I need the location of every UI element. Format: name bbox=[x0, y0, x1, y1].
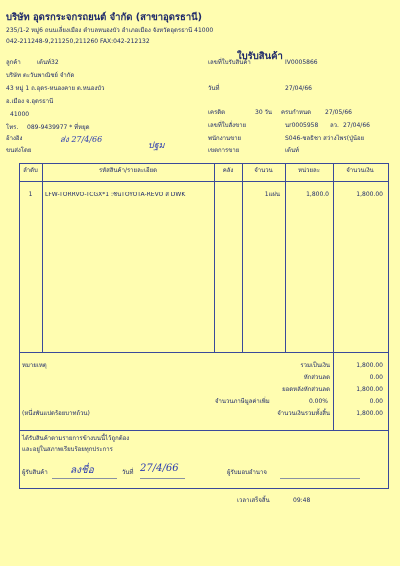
doc-no-label: เลขที่ใบรับสินค้า bbox=[208, 59, 251, 66]
due-value: 27/05/66 bbox=[325, 109, 352, 116]
handwritten-ref-mark: ปฐม bbox=[148, 141, 165, 151]
grand-total-label: จำนวนเงินรวมทั้งสิ้น bbox=[277, 410, 330, 417]
amount-in-words: (หนึ่งพันแปดร้อยบาทถ้วน) bbox=[22, 410, 90, 417]
credit-label: เครดิต bbox=[208, 109, 226, 116]
sales-label: พนักงานขาย bbox=[208, 135, 242, 142]
time-label: เวลาเสร็จสิ้น bbox=[237, 497, 270, 504]
customer-ship-label: ขนส่งโดย bbox=[6, 147, 32, 154]
col-divider-2 bbox=[214, 163, 215, 352]
vat-label: จำนวนภาษีมูลค่าเพิ่ม bbox=[215, 398, 270, 405]
doc-no: IV0005866 bbox=[285, 59, 318, 66]
credit-value: 30 วัน bbox=[255, 109, 273, 116]
receiver-signature: ลงชื่อ bbox=[70, 465, 94, 476]
discount-value: 0.00 bbox=[369, 374, 383, 381]
doc-title: ใบรับสินค้า bbox=[237, 51, 283, 62]
doc-date-label: วันที่ bbox=[208, 85, 220, 92]
company-phones: 042-211248-9,211250,211260 FAX:042-212132 bbox=[6, 38, 150, 45]
sum-label: รวมเป็นเงิน bbox=[300, 362, 330, 369]
row-1-qty: 1แผ่น bbox=[264, 191, 280, 198]
time-value: 09:48 bbox=[293, 497, 311, 504]
row-1-amount: 1,800.00 bbox=[356, 191, 383, 198]
items-end-divider bbox=[19, 352, 388, 353]
receive-date-line bbox=[140, 478, 185, 479]
route-value: เต้นท์ bbox=[285, 147, 300, 154]
po-label: เลขที่ใบสั่งขาย bbox=[208, 122, 247, 129]
po-date-label: ลว. bbox=[330, 122, 339, 129]
col-header-desc: รหัสสินค้า/รายละเอียด bbox=[98, 167, 158, 174]
po-date: 27/04/66 bbox=[343, 122, 370, 129]
customer-phone: 089-9439977 * ที่หยุด bbox=[27, 124, 90, 131]
authorized-label: ผู้รับมอบอำนาจ bbox=[227, 469, 267, 476]
doc-date: 27/04/66 bbox=[285, 85, 312, 92]
col-header-amount: จำนวนเงิน bbox=[346, 167, 374, 174]
after-discount-value: 1,800.00 bbox=[356, 386, 383, 393]
authorized-line bbox=[280, 478, 360, 479]
due-label: ครบกำหนด bbox=[281, 109, 311, 116]
receive-date-handwritten: 27/4/66 bbox=[140, 463, 179, 474]
customer-name: บริษัท ตะวันพาณิชย์ จำกัด bbox=[6, 72, 75, 79]
remark-label: หมายเหตุ bbox=[22, 362, 47, 369]
vat-rate: 0.00% bbox=[308, 398, 328, 405]
po-value: นr0005958 bbox=[285, 122, 319, 129]
receiver-line bbox=[52, 478, 117, 479]
receipt-note-2: และอยู่ในสภาพเรียบร้อยทุกประการ bbox=[22, 446, 113, 453]
route-label: เขตการขาย bbox=[208, 147, 240, 154]
col-header-warehouse: คลัง bbox=[222, 167, 234, 174]
row-1-desc: LFW-TORRVO-TCGX*1 :ชิ้นTOYOTA-REVO สี DWK bbox=[45, 192, 186, 198]
col-header-price: หน่วยละ bbox=[298, 167, 320, 174]
col-header-qty: จำนวน bbox=[254, 167, 273, 174]
after-discount-label: ยอดหลังหักส่วนลด bbox=[282, 386, 330, 393]
receipt-note-1: ได้รับสินค้าตามรายการข้างบนนี้ไว้ถูกต้อง bbox=[22, 435, 130, 442]
sum-value: 1,800.00 bbox=[356, 362, 383, 369]
company-address: 235/1-2 หมู่6 ถนนเลี่ยงเมือง ตำบลหนองบัว อำเภอเมือง จังหวัดอุดรธานี 41000 bbox=[6, 27, 214, 34]
customer-ref-label: อ้างอิง bbox=[6, 135, 23, 142]
customer-code-label: ลูกค้า bbox=[6, 59, 21, 66]
sales-value: S046-ชลธิชา สว่างไพร(ปู่น้อย bbox=[285, 135, 365, 142]
discount-label: หักส่วนลด bbox=[303, 374, 330, 381]
handwritten-ref: ส่ง 27/4/66 bbox=[60, 135, 103, 144]
customer-address-2: อ.เมือง จ.อุดรธานี bbox=[6, 98, 54, 105]
customer-zip: 41000 bbox=[10, 111, 30, 118]
totals-end-divider bbox=[19, 430, 388, 431]
col-header-no: ลำดับ bbox=[23, 167, 38, 174]
row-1-no: 1 bbox=[28, 191, 33, 198]
receiver-label: ผู้รับสินค้า bbox=[22, 469, 48, 476]
company-name: บริษัท อุดรกระจกรถยนต์ จำกัด (สาขาอุดรธานี) bbox=[6, 12, 202, 23]
customer-code: เต้นท์32 bbox=[37, 59, 59, 66]
grand-total-value: 1,800.00 bbox=[356, 410, 383, 417]
vat-value: 0.00 bbox=[369, 398, 383, 405]
customer-phone-label: โทร. bbox=[6, 124, 19, 131]
receive-date-label: วันที่ bbox=[122, 469, 134, 476]
customer-address-1: 43 หมู่ 1 ถ.อุดร-หนองคาย ต.หนองบัว bbox=[6, 85, 105, 92]
row-1-price: 1,800.0 bbox=[306, 191, 329, 198]
col-divider-1 bbox=[42, 163, 43, 352]
